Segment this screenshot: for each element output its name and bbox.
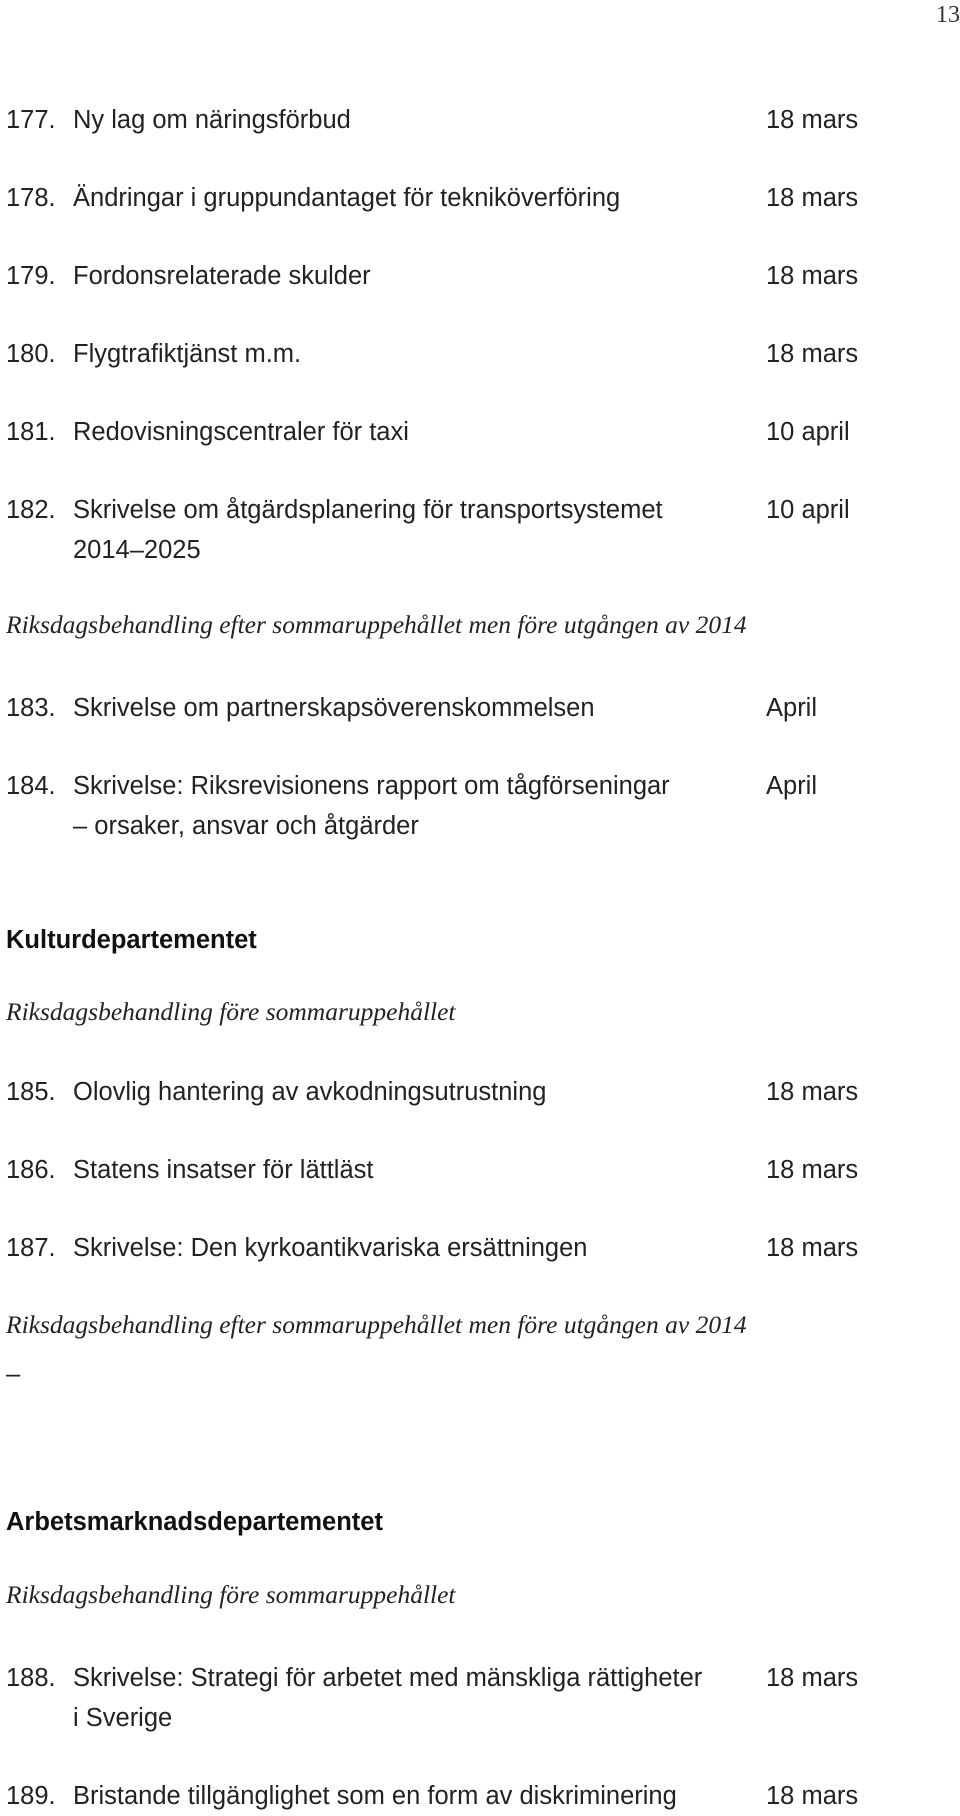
item-number: 189. (6, 1782, 56, 1810)
item-title: Skrivelse om partnerskapsöverenskommelsen (73, 694, 595, 722)
item-date: 10 april (766, 496, 850, 524)
item-title-continuation: – orsaker, ansvar och åtgärder (73, 812, 419, 840)
item-date: 10 april (766, 418, 850, 446)
item-title-continuation: i Sverige (73, 1704, 173, 1732)
item-date: April (766, 694, 818, 722)
item-number: 184. (6, 772, 56, 800)
item-date: 18 mars (766, 262, 859, 290)
item-title: Skrivelse: Den kyrkoantikvariska ersättningen (73, 1234, 588, 1262)
item-date: 18 mars (766, 106, 859, 134)
page-number: 13 (936, 2, 960, 28)
item-number: 186. (6, 1156, 56, 1184)
item-title: Ny lag om näringsförbud (73, 106, 351, 134)
dash-line: – (6, 1360, 21, 1388)
item-title: Flygtrafiktjänst m.m. (73, 340, 302, 368)
item-date: 18 mars (766, 1782, 859, 1810)
item-title: Skrivelse: Strategi för arbetet med mänskliga rättigheter (73, 1664, 703, 1692)
item-number: 180. (6, 340, 56, 368)
item-date: 18 mars (766, 1664, 859, 1692)
item-title: Redovisningscentraler för taxi (73, 418, 409, 446)
department-heading: Arbetsmarknadsdepartementet (6, 1508, 383, 1536)
item-title: Bristande tillgänglighet som en form av diskriminering (73, 1782, 677, 1810)
item-date: April (766, 772, 818, 800)
item-date: 18 mars (766, 1156, 859, 1184)
item-number: 181. (6, 418, 56, 446)
item-title: Fordonsrelaterade skulder (73, 262, 371, 290)
item-title: Skrivelse om åtgärdsplanering för transportsystemet (73, 496, 663, 524)
section-subheading: Riksdagsbehandling efter sommaruppehållet men före utgången av 2014 (6, 610, 747, 639)
item-number: 185. (6, 1078, 56, 1106)
item-date: 18 mars (766, 184, 859, 212)
item-number: 188. (6, 1664, 56, 1692)
section-subheading: Riksdagsbehandling före sommaruppehållet (6, 1580, 456, 1609)
item-number: 177. (6, 106, 56, 134)
item-number: 179. (6, 262, 56, 290)
item-number: 178. (6, 184, 56, 212)
item-date: 18 mars (766, 1234, 859, 1262)
item-date: 18 mars (766, 1078, 859, 1106)
item-title: Skrivelse: Riksrevisionens rapport om tågförseningar (73, 772, 670, 800)
item-title: Ändringar i gruppundantaget för tekniköverföring (73, 184, 621, 212)
item-number: 187. (6, 1234, 56, 1262)
section-subheading: Riksdagsbehandling före sommaruppehållet (6, 997, 456, 1026)
item-date: 18 mars (766, 340, 859, 368)
item-title: Olovlig hantering av avkodningsutrustning (73, 1078, 547, 1106)
item-number: 182. (6, 496, 56, 524)
department-heading: Kulturdepartementet (6, 926, 257, 954)
item-number: 183. (6, 694, 56, 722)
item-title: Statens insatser för lättläst (73, 1156, 374, 1184)
section-subheading: Riksdagsbehandling efter sommaruppehållet men före utgången av 2014 (6, 1310, 747, 1339)
item-title-continuation: 2014–2025 (73, 536, 201, 564)
